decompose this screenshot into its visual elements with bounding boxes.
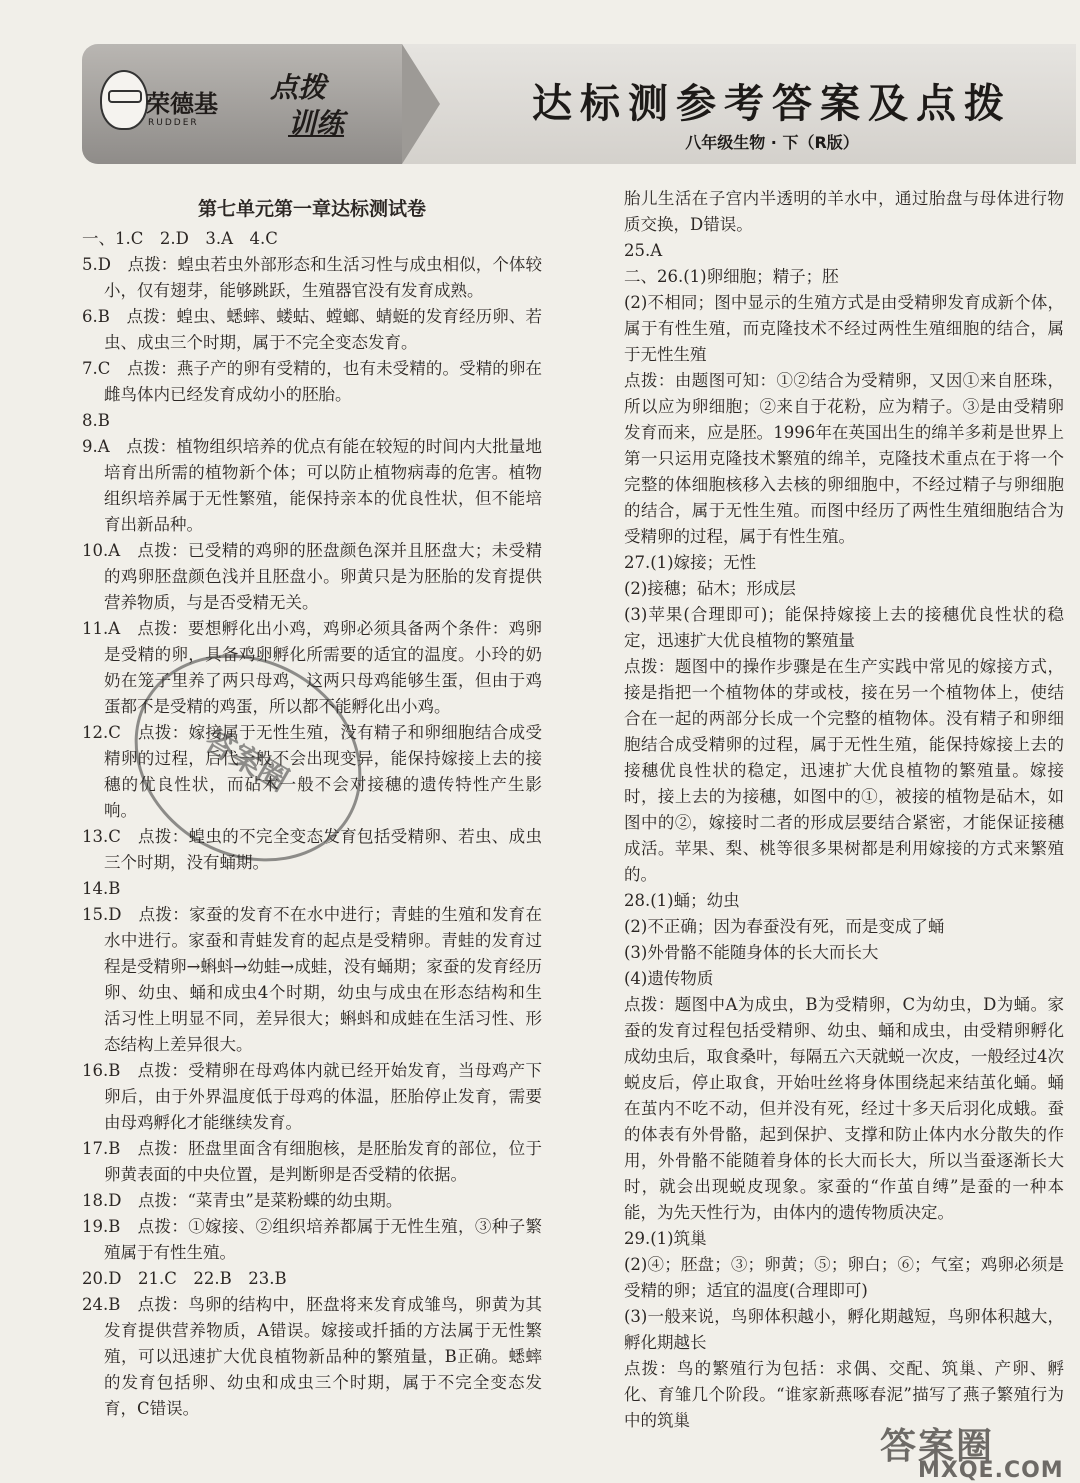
answer-line: (3)一般来说，鸟卵体积越小，孵化期越短，鸟卵体积越大，孵化期越长 bbox=[624, 1307, 1064, 1352]
answer-line: 胎儿生活在子宫内半透明的羊水中，通过胎盘与母体进行物质交换，D错误。 bbox=[624, 189, 1064, 234]
answer-line: 11.A 点拨：要想孵化出小鸡，鸡卵必须具备两个条件：鸡卵是受精的卵，具备鸡卵孵化所需要的适宜的温度。小玲的奶奶在笼子里养了两只母鸡，这两只母鸡能够生蛋，但由于鸡蛋都不是受精的鸡蛋，所以都不能孵化出小鸡。 bbox=[82, 619, 542, 716]
answer-line: 12.C 点拨：嫁接属于无性生殖，没有精子和卵细胞结合成受精卵的过程，后代一般不会出现变异，能保持嫁接上去的接穗的优良性状，而砧木一般不会对接穗的遗传特性产生影响。 bbox=[82, 723, 542, 820]
answer-line: 一、1.C 2.D 3.A 4.C bbox=[82, 229, 278, 248]
section-title: 第七单元第一章达标测试卷 bbox=[197, 198, 426, 220]
answer-line: 点拨：鸟的繁殖行为包括：求偶、交配、筑巢、产卵、孵化、育雏几个阶段。“谁家新燕啄春泥”描写了燕子繁殖行为中的筑巢 bbox=[624, 1359, 1064, 1430]
corner-url: MXQE.COM bbox=[918, 1458, 1064, 1483]
answer-line: 16.B 点拨：受精卵在母鸡体内就已经开始发育，当母鸡产下卵后，由于外界温度低于母鸡的体温，胚胎停止发育，需要由母鸡孵化才能继续发育。 bbox=[82, 1061, 542, 1132]
answer-line: (2)不正确；因为春蚕没有死，而是变成了蛹 bbox=[624, 917, 945, 936]
answer-line: 6.B 点拨：蝗虫、蟋蟀、蝼蛄、螳螂、蜻蜓的发育经历卵、若虫、成虫三个时期，属于不完全变态发育。 bbox=[82, 307, 542, 352]
answer-line: 点拨：由题图可知：①②结合为受精卵，又因①来自胚珠，所以应为卵细胞；②来自于花粉，应为精子。③是由受精卵发育而来，应是胚。1996年在英国出生的绵羊多莉是世界上第一只运用克隆技术繁殖的绵羊，克隆技术重点在于将一个完整的体细胞核移入去核的卵细胞中，不经过精子与卵细胞的结合，属于无性生殖。而图中经历了两性生殖细胞结合为受精卵的过程，属于有性生殖。 bbox=[624, 371, 1064, 546]
page-subtitle: 八年级生物 · 下（R版） bbox=[685, 133, 859, 152]
answer-line: 10.A 点拨：已受精的鸡卵的胚盘颜色深并且胚盘大；未受精的鸡卵胚盘颜色浅并且胚盘小。卵黄只是为胚胎的发育提供营养物质，与是否受精无关。 bbox=[82, 541, 542, 612]
answer-line: 9.A 点拨：植物组织培养的优点有能在较短的时间内大批量地培育出所需的植物新个体；可以防止植物病毒的危害。植物组织培养属于无性繁殖，能保持亲本的优良性状，但不能培育出新品种。 bbox=[82, 437, 542, 534]
corner-logo: 答案圈 bbox=[880, 1426, 995, 1467]
answer-line: 14.B bbox=[82, 879, 121, 898]
right-column bbox=[624, 186, 1064, 1434]
answer-line: 20.D 21.C 22.B 23.B bbox=[82, 1269, 287, 1288]
answer-line: 8.B bbox=[82, 411, 110, 430]
answer-line: 13.C 点拨：蝗虫的不完全变态发育包括受精卵、若虫、成虫三个时期，没有蛹期。 bbox=[82, 827, 542, 872]
answer-line: 点拨：题图中A为成虫，B为受精卵，C为幼虫，D为蛹。家蚕的发育过程包括受精卵、幼虫、蛹和成虫，由受精卵孵化成幼虫后，取食桑叶，每隔五六天就蜕一次皮，一般经过4次蜕皮后，停止取食，开始吐丝将身体围绕起来结茧化蛹。蛹在茧内不吃不动，但并没有死，经过十多天后羽化成蛾。蚕的体表有外骨骼，起到保护、支撑和防止体内水分散失的作用，外骨骼不能随着身体的长大而长大，所以当蚕逐渐长大时，就会出现蜕皮现象。家蚕的“作茧自缚”是蚕的一种本能，为先天性行为，由体内的遗传物质决定。 bbox=[624, 995, 1064, 1222]
answer-line: 17.B 点拨：胚盘里面含有细胞核，是胚胎发育的部位，位于卵黄表面的中央位置，是判断卵是否受精的依据。 bbox=[82, 1139, 542, 1184]
brand-sub: RUDDER bbox=[148, 118, 199, 128]
page-title: 达标测参考答案及点拨 bbox=[532, 80, 1012, 127]
answer-line: (2)④；胚盘；③；卵黄；⑤；卵白；⑥；气室；鸡卵必须是受精的卵；适宜的温度(合理即可) bbox=[624, 1255, 1064, 1300]
answer-line: (3)苹果(合理即可)；能保持嫁接上去的接穗优良性状的稳定，迅速扩大优良植物的繁殖量 bbox=[624, 605, 1064, 650]
answer-line: 15.D 点拨：家蚕的发育不在水中进行；青蛙的生殖和发育在水中进行。家蚕和青蛙发育的起点是受精卵。青蛙的发育过程是受精卵→蝌蚪→幼蛙→成蛙，没有蛹期；家蚕的发育经历卵、幼虫、蛹和成虫4个时期，幼虫与成虫在形态结构和生活习性上明显不同，差异很大；蝌蚪和成蛙在生活习性、形态结构上差异很大。 bbox=[82, 905, 542, 1054]
watermark-stamp: 答案圈 bbox=[97, 614, 399, 902]
header-arrow bbox=[402, 44, 440, 164]
answer-line: 点拨：题图中的操作步骤是在生产实践中常见的嫁接方式，接是指把一个植物体的芽或枝，接在另一个植物体上，使结合在一起的两部分长成一个完整的植物体。没有精子和卵细胞结合成受精卵的过程，属于无性生殖，能保持嫁接上去的接穗优良性状的稳定，迅速扩大优良植物的繁殖量。嫁接时，接上去的为接穗，如图中的①，被接的植物是砧木，如图中的②，嫁接时二者的形成层要结合紧密，才能保证接穗成活。苹果、梨、桃等很多果树都是利用嫁接的方式来繁殖的。 bbox=[624, 657, 1064, 884]
answer-line: 27.(1)嫁接；无性 bbox=[624, 553, 757, 572]
answer-line: (4)遗传物质 bbox=[624, 969, 714, 988]
brand-block bbox=[82, 44, 402, 164]
answer-line: 28.(1)蛹；幼虫 bbox=[624, 891, 740, 910]
answer-line: 18.D 点拨：“菜青虫”是菜粉蝶的幼虫期。 bbox=[82, 1191, 403, 1210]
brand-name: 荣德基 bbox=[146, 90, 218, 118]
answer-line: (2)不相同；图中显示的生殖方式是由受精卵发育成新个体，属于有性生殖，而克隆技术不经过两性生殖细胞的结合，属于无性生殖 bbox=[624, 293, 1064, 364]
answer-line: 29.(1)筑巢 bbox=[624, 1229, 707, 1248]
answer-line: 24.B 点拨：鸟卵的结构中，胚盘将来发育成雏鸟，卵黄为其发育提供营养物质，A错误。嫁接或扦插的方法属于无性繁殖，可以迅速扩大优良植物新品种的繁殖量，B正确。蟋蟀的发育包括卵、幼虫和成虫三个时期，属于不完全变态发育，C错误。 bbox=[82, 1295, 542, 1418]
mascot-face-icon bbox=[100, 70, 148, 130]
answer-line: 25.A bbox=[624, 241, 663, 260]
series-name-line2: 训练 bbox=[288, 107, 345, 140]
answer-line: 7.C 点拨：燕子产的卵有受精的，也有未受精的。受精的卵在雌鸟体内已经发育成幼小的胚胎。 bbox=[82, 359, 542, 404]
answer-line: 二、26.(1)卵细胞；精子；胚 bbox=[624, 267, 839, 286]
answer-line: (2)接穗；砧木；形成层 bbox=[624, 579, 796, 598]
answer-line: (3)外骨骼不能随身体的长大而长大 bbox=[624, 943, 879, 962]
page-header bbox=[82, 44, 1076, 164]
series-name-line1: 点拨 bbox=[270, 71, 327, 104]
answer-line: 5.D 点拨：蝗虫若虫外部形态和生活习性与成虫相似，个体较小，仅有翅芽，能够跳跃，生殖器官没有发育成熟。 bbox=[82, 255, 542, 300]
answer-line: 19.B 点拨：①嫁接、②组织培养都属于无性生殖，③种子繁殖属于有性生殖。 bbox=[82, 1217, 542, 1262]
